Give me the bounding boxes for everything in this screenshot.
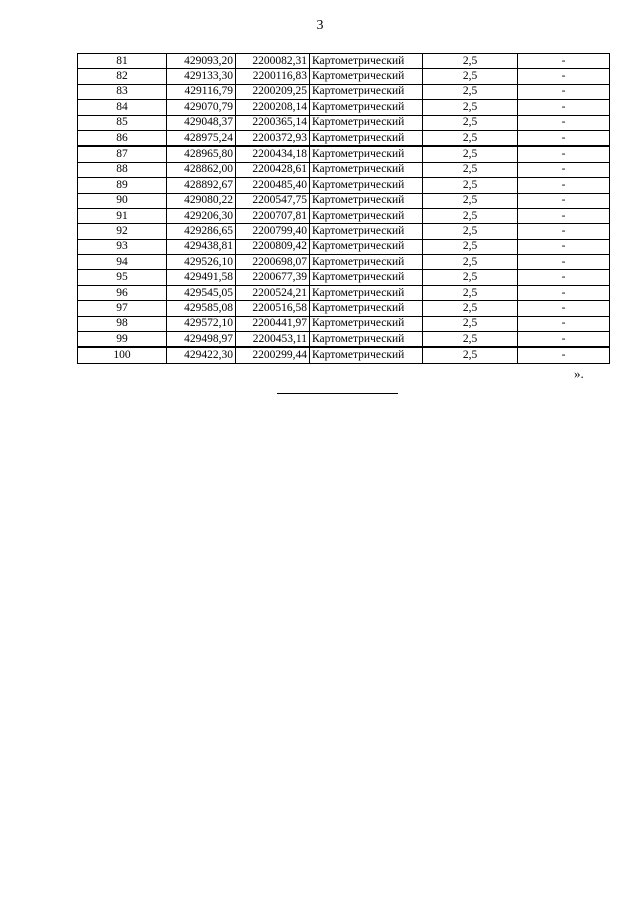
precision-cell: 2,5	[423, 130, 518, 146]
method-cell: Картометрический	[310, 255, 423, 270]
description-cell: -	[518, 239, 610, 254]
point-number-cell: 84	[78, 100, 167, 115]
precision-cell: 2,5	[423, 239, 518, 254]
table-row	[78, 84, 610, 99]
precision-cell: 2,5	[423, 285, 518, 300]
method-cell: Картометрический	[310, 208, 423, 223]
point-number-cell: 89	[78, 178, 167, 193]
page-number: 3	[316, 18, 324, 33]
table-row	[78, 301, 610, 316]
method-cell: Картометрический	[310, 316, 423, 331]
y-coordinate-cell: 2200082,31	[236, 54, 310, 69]
description-cell: -	[518, 115, 610, 130]
precision-cell: 2,5	[423, 332, 518, 348]
y-coordinate-cell: 2200485,40	[236, 178, 310, 193]
point-number-cell: 96	[78, 285, 167, 300]
method-cell: Картометрический	[310, 270, 423, 285]
point-number-cell: 86	[78, 130, 167, 146]
description-cell: -	[518, 224, 610, 239]
method-cell: Картометрический	[310, 178, 423, 193]
method-cell: Картометрический	[310, 54, 423, 69]
y-coordinate-cell: 2200547,75	[236, 193, 310, 208]
description-cell: -	[518, 285, 610, 300]
method-cell: Картометрический	[310, 301, 423, 316]
description-cell: -	[518, 255, 610, 270]
table-row	[78, 239, 610, 254]
x-coordinate-cell: 428862,00	[167, 162, 236, 177]
method-cell: Картометрический	[310, 193, 423, 208]
y-coordinate-cell: 2200698,07	[236, 255, 310, 270]
precision-cell: 2,5	[423, 301, 518, 316]
table-row	[78, 285, 610, 300]
description-cell: -	[518, 69, 610, 84]
precision-cell: 2,5	[423, 193, 518, 208]
y-coordinate-cell: 2200453,11	[236, 332, 310, 348]
x-coordinate-cell: 428975,24	[167, 130, 236, 146]
description-cell: -	[518, 130, 610, 146]
precision-cell: 2,5	[423, 347, 518, 363]
description-cell: -	[518, 270, 610, 285]
table-row	[78, 178, 610, 193]
y-coordinate-cell: 2200809,42	[236, 239, 310, 254]
table-row	[78, 146, 610, 162]
point-number-cell: 95	[78, 270, 167, 285]
precision-cell: 2,5	[423, 146, 518, 162]
method-cell: Картометрический	[310, 239, 423, 254]
method-cell: Картометрический	[310, 69, 423, 84]
precision-cell: 2,5	[423, 178, 518, 193]
method-cell: Картометрический	[310, 84, 423, 99]
precision-cell: 2,5	[423, 69, 518, 84]
point-number-cell: 82	[78, 69, 167, 84]
y-coordinate-cell: 2200434,18	[236, 146, 310, 162]
y-coordinate-cell: 2200208,14	[236, 100, 310, 115]
description-cell: -	[518, 146, 610, 162]
x-coordinate-cell: 429526,10	[167, 255, 236, 270]
table-row	[78, 224, 610, 239]
y-coordinate-cell: 2200799,40	[236, 224, 310, 239]
description-cell: -	[518, 162, 610, 177]
x-coordinate-cell: 429572,10	[167, 316, 236, 331]
description-cell: -	[518, 316, 610, 331]
precision-cell: 2,5	[423, 84, 518, 99]
precision-cell: 2,5	[423, 255, 518, 270]
x-coordinate-cell: 429206,30	[167, 208, 236, 223]
x-coordinate-cell: 428892,67	[167, 178, 236, 193]
y-coordinate-cell: 2200116,83	[236, 69, 310, 84]
x-coordinate-cell: 429070,79	[167, 100, 236, 115]
table-row	[78, 69, 610, 84]
coordinates-table	[77, 53, 610, 364]
table-row	[78, 270, 610, 285]
x-coordinate-cell: 429422,30	[167, 347, 236, 363]
point-number-cell: 93	[78, 239, 167, 254]
method-cell: Картометрический	[310, 115, 423, 130]
point-number-cell: 94	[78, 255, 167, 270]
x-coordinate-cell: 429498,97	[167, 332, 236, 348]
y-coordinate-cell: 2200516,58	[236, 301, 310, 316]
y-coordinate-cell: 2200372,93	[236, 130, 310, 146]
point-number-cell: 88	[78, 162, 167, 177]
point-number-cell: 90	[78, 193, 167, 208]
x-coordinate-cell: 428965,80	[167, 146, 236, 162]
method-cell: Картометрический	[310, 285, 423, 300]
method-cell: Картометрический	[310, 100, 423, 115]
x-coordinate-cell: 429116,79	[167, 84, 236, 99]
y-coordinate-cell: 2200428,61	[236, 162, 310, 177]
x-coordinate-cell: 429491,58	[167, 270, 236, 285]
table-row	[78, 193, 610, 208]
point-number-cell: 92	[78, 224, 167, 239]
method-cell: Картометрический	[310, 130, 423, 146]
description-cell: -	[518, 301, 610, 316]
table-row	[78, 208, 610, 223]
x-coordinate-cell: 429286,65	[167, 224, 236, 239]
y-coordinate-cell: 2200707,81	[236, 208, 310, 223]
description-cell: -	[518, 208, 610, 223]
table-row	[78, 255, 610, 270]
description-cell: -	[518, 347, 610, 363]
table-row	[78, 115, 610, 130]
x-coordinate-cell: 429093,20	[167, 54, 236, 69]
table-row	[78, 316, 610, 331]
method-cell: Картометрический	[310, 224, 423, 239]
description-cell: -	[518, 84, 610, 99]
method-cell: Картометрический	[310, 162, 423, 177]
table-row	[78, 100, 610, 115]
precision-cell: 2,5	[423, 224, 518, 239]
x-coordinate-cell: 429048,37	[167, 115, 236, 130]
x-coordinate-cell: 429438,81	[167, 239, 236, 254]
method-cell: Картометрический	[310, 347, 423, 363]
table-row	[78, 130, 610, 146]
description-cell: -	[518, 100, 610, 115]
table-row	[78, 347, 610, 363]
y-coordinate-cell: 2200441,97	[236, 316, 310, 331]
point-number-cell: 83	[78, 84, 167, 99]
description-cell: -	[518, 178, 610, 193]
precision-cell: 2,5	[423, 162, 518, 177]
precision-cell: 2,5	[423, 100, 518, 115]
point-number-cell: 81	[78, 54, 167, 69]
precision-cell: 2,5	[423, 54, 518, 69]
description-cell: -	[518, 193, 610, 208]
y-coordinate-cell: 2200524,21	[236, 285, 310, 300]
point-number-cell: 98	[78, 316, 167, 331]
point-number-cell: 97	[78, 301, 167, 316]
method-cell: Картометрический	[310, 146, 423, 162]
precision-cell: 2,5	[423, 270, 518, 285]
y-coordinate-cell: 2200365,14	[236, 115, 310, 130]
description-cell: -	[518, 54, 610, 69]
table-row	[78, 54, 610, 69]
point-number-cell: 91	[78, 208, 167, 223]
table-row	[78, 162, 610, 177]
description-cell: -	[518, 332, 610, 348]
x-coordinate-cell: 429545,05	[167, 285, 236, 300]
precision-cell: 2,5	[423, 115, 518, 130]
x-coordinate-cell: 429133,30	[167, 69, 236, 84]
closing-quote: ».	[574, 366, 584, 381]
point-number-cell: 85	[78, 115, 167, 130]
separator-line	[277, 393, 398, 394]
x-coordinate-cell: 429080,22	[167, 193, 236, 208]
point-number-cell: 99	[78, 332, 167, 348]
precision-cell: 2,5	[423, 316, 518, 331]
y-coordinate-cell: 2200209,25	[236, 84, 310, 99]
point-number-cell: 100	[78, 347, 167, 363]
y-coordinate-cell: 2200299,44	[236, 347, 310, 363]
method-cell: Картометрический	[310, 332, 423, 348]
x-coordinate-cell: 429585,08	[167, 301, 236, 316]
table-row	[78, 332, 610, 348]
precision-cell: 2,5	[423, 208, 518, 223]
point-number-cell: 87	[78, 146, 167, 162]
y-coordinate-cell: 2200677,39	[236, 270, 310, 285]
